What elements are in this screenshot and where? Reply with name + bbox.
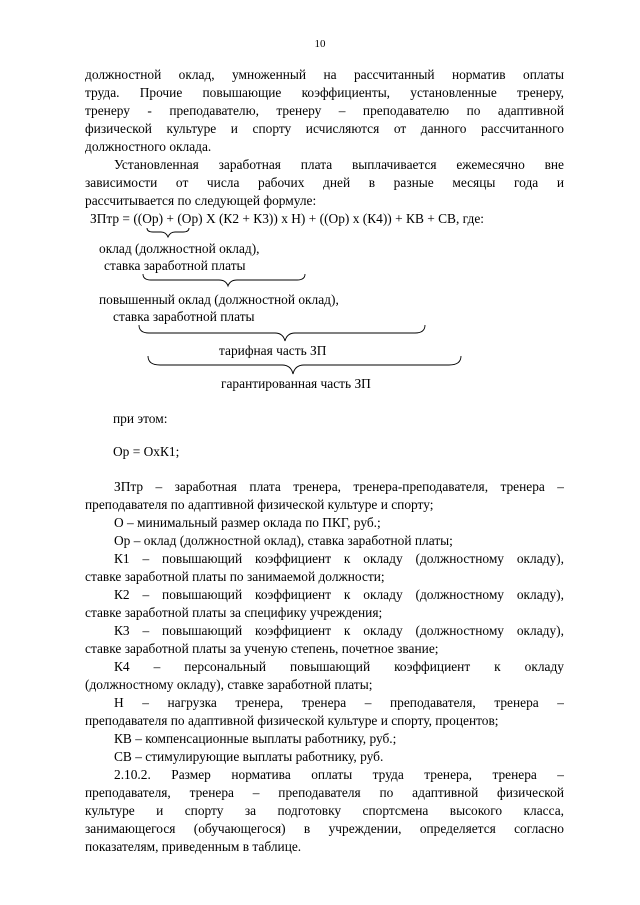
formula-or: Ор = ОхК1; [113,444,180,459]
text-line: 2.10.2. Размер норматива оплаты труда тренера, тренера – [114,767,564,782]
text-line: О – минимальный размер оклада по ПКГ, руб.; [114,515,381,530]
text-line: преподавателя по адаптивной физической культуре и спорту, процентов; [85,713,499,728]
text-line: К1 – повышающий коэффициент к окладу (должностному окладу), [114,551,564,566]
text-line: при этом: [113,411,168,426]
text-line: Н – нагрузка тренера, тренера – преподавателя, тренера – [114,695,564,710]
label-stavka-2: ставка заработной платы [113,309,255,324]
text-line: зависимости от числа рабочих дней в разные месяцы года и [85,175,564,190]
text-line: ставке заработной платы по занимаемой должности; [85,569,385,584]
text-line: преподавателя по адаптивной физической культуре и спорту; [85,497,434,512]
text-line: К2 – повышающий коэффициент к окладу (должностному окладу), [114,587,564,602]
text-line: Установленная заработная плата выплачивается ежемесячно вне [114,157,564,172]
text-line: ЗПтр – заработная плата тренера, тренера-преподавателя, тренера – [114,479,564,494]
text-line: тренеру - преподавателю, тренеру – преподавателю по адаптивной [85,103,564,118]
label-raised-oklad: повышенный оклад (должностной оклад), [99,292,339,307]
text-line: КВ – компенсационные выплаты работнику, руб.; [114,731,397,746]
text-line: культуре и спорту за подготовку спортсмена высокого класса, [85,803,564,818]
page-number: 10 [314,38,326,50]
text-line: труда. Прочие повышающие коэффициенты, установленные тренеру, [85,85,564,100]
text-line: преподавателя, тренера – преподавателя по адаптивной физической [85,785,564,800]
text-line: рассчитывается по следующей формуле: [85,193,317,208]
text-line: показателям, приведенным в таблице. [85,839,302,854]
label-tarif: тарифная часть ЗП [219,343,327,358]
text-line: ставке заработной платы за ученую степень, почетное звание; [85,641,439,656]
formula: ЗПтр = ((Ор) + (Ор) Х (К2 + К3)) х Н) + ((Ор) х (К4)) + КВ + СВ, где: [90,211,484,226]
text-line: (должностному окладу), ставке заработной платы; [85,677,373,692]
text-line: физической культуре и спорту исчисляются от данного рассчитанного [85,121,564,136]
label-guaranteed: гарантированная часть ЗП [221,376,371,391]
text-line: К3 – повышающий коэффициент к окладу (должностному окладу), [114,623,564,638]
text-line: ставке заработной платы за специфику учреждения; [85,605,383,620]
text-line: К4 – персональный повышающий коэффициент к окладу [114,659,564,674]
label-stavka: ставка заработной платы [104,258,246,273]
text-line: должностного оклада. [85,139,212,154]
label-oklad: оклад (должностной оклад), [99,241,260,256]
text-line: Ор – оклад (должностной оклад), ставка заработной платы; [114,533,453,548]
text-line: занимающегося (обучающегося) в учреждении, определяется согласно [85,821,564,836]
text-line: должностной оклад, умноженный на рассчитанный норматив оплаты [85,67,564,82]
text-line: СВ – стимулирующие выплаты работнику, руб. [114,749,384,764]
